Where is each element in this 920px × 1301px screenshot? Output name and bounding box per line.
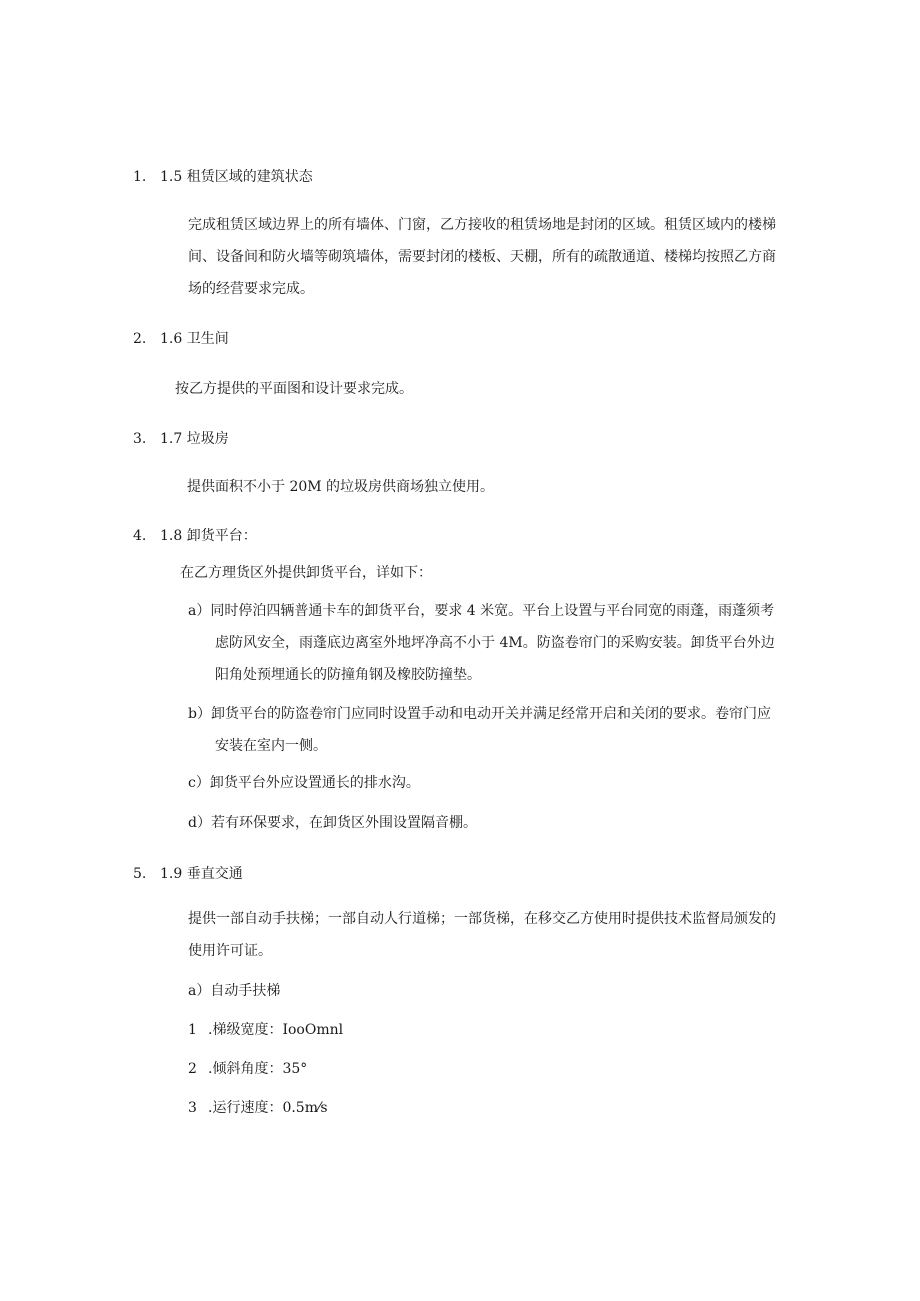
sub-heading: a）自动手扶梯 (188, 983, 281, 999)
paragraph-intro: 在乙方理货区外提供卸货平台，详如下： (180, 565, 432, 581)
paragraph-line: 间、设备间和防火墙等砌筑墙体，需要封闭的楼板、天棚，所有的疏散通道、楼梯均按照乙方商 (188, 249, 776, 265)
section-number: 4. (133, 528, 147, 544)
list-item-line: 安装在室内一侧。 (215, 738, 327, 754)
section-number: 3. (133, 431, 147, 447)
spec-number: 2 (188, 1061, 197, 1077)
paragraph-line: 按乙方提供的平面图和设计要求完成。 (175, 381, 413, 397)
section-number: 1. (133, 169, 147, 185)
paragraph-line: 提供面积不小于 20M 的垃圾房供商场独立使用。 (187, 479, 495, 495)
section-title: 1.6 卫生间 (160, 331, 229, 347)
section-title: 1.8 卸货平台： (160, 528, 257, 544)
list-item-line: b）卸货平台的防盗卷帘门应同时设置手动和电动开关并满足经常开启和关闭的要求。卷帘门应 (188, 706, 771, 722)
list-item-line: d）若有环保要求，在卸货区外围设置隔音棚。 (188, 815, 477, 831)
spec-number: 3 (188, 1100, 197, 1116)
section-title: 1.7 垃圾房 (160, 431, 229, 447)
spec-number: 1 (188, 1022, 197, 1038)
spec-text: .倾斜角度：35° (208, 1061, 308, 1077)
list-item-line: c）卸货平台外应设置通长的排水沟。 (188, 775, 420, 791)
section-number: 5. (133, 866, 147, 882)
list-item-line: 虑防风安全，雨蓬底边离室外地坪净高不小于 4M。防盗卷帘门的采购安装。卸货平台外边 (215, 635, 775, 651)
paragraph-line: 完成租赁区域边界上的所有墙体、门窗，乙方接收的租赁场地是封闭的区域。租赁区域内的楼梯 (188, 217, 776, 233)
paragraph-line: 使用许可证。 (188, 943, 272, 959)
section-number: 2. (133, 331, 147, 347)
section-title: 1.5 租赁区域的建筑状态 (160, 169, 313, 185)
section-title: 1.9 垂直交通 (160, 866, 243, 882)
spec-text: .运行速度：0.5m⁄s (208, 1100, 328, 1116)
list-item-line: a）同时停泊四辆普通卡车的卸货平台，要求 4 米宽。平台上设置与平台同宽的雨蓬，雨蓬须考 (188, 603, 775, 619)
spec-text: .梯级宽度：IooOmnl (208, 1022, 344, 1038)
list-item-line: 阳角处预埋通长的防撞角钢及橡胶防撞垫。 (215, 667, 481, 683)
paragraph-line: 提供一部自动手扶梯；一部自动人行道梯；一部货梯，在移交乙方使用时提供技术监督局颁发的 (188, 911, 776, 927)
paragraph-line: 场的经营要求完成。 (188, 281, 314, 297)
